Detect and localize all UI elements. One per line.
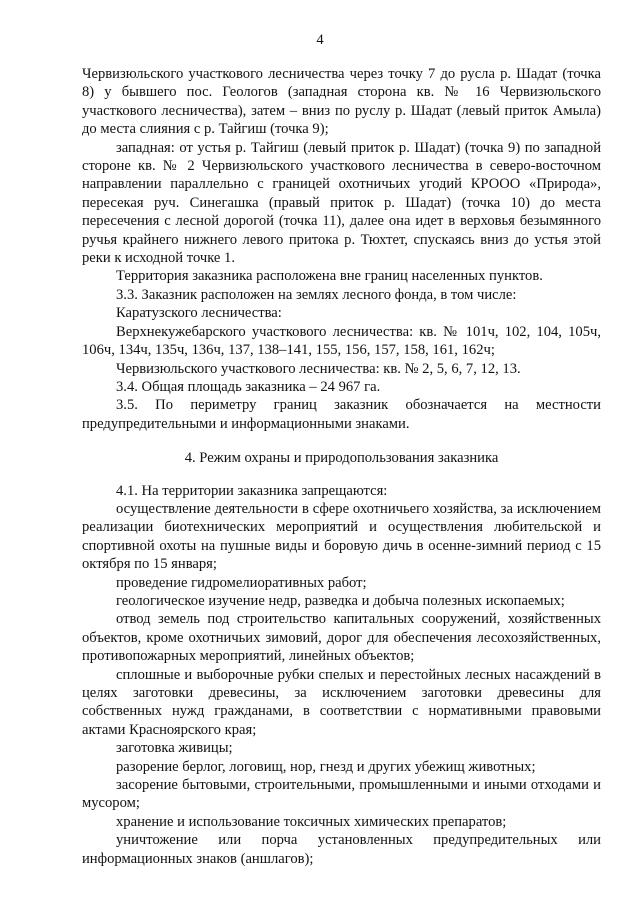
list-item: засорение бытовыми, строительными, промышленными и иными отходами и мусором; — [82, 777, 601, 812]
paragraph: 4.1. На территории заказника запрещаются: — [116, 482, 388, 499]
list-item: хранение и использование токсичных химических препаратов; — [116, 813, 507, 830]
section-heading: 4. Режим охраны и природопользования заказника — [184, 450, 499, 467]
paragraph: Территория заказника расположена вне границ населенных пунктов. — [116, 268, 543, 285]
list-item: геологическое изучение недр, разведка и добыча полезных ископаемых; — [116, 592, 565, 609]
paragraph: 3.4. Общая площадь заказника – 24 967 га. — [116, 378, 381, 395]
paragraph: Червизюльского участкового лесничества: кв. № 2, 5, 6, 7, 12, 13. — [116, 360, 521, 377]
list-item: проведение гидромелиоративных работ; — [116, 574, 367, 591]
paragraph: Червизюльского участкового лесничества через точку 7 до русла р. Шадат (точка 8) у бывшего пос. Геологов (западная сторона кв. № 16 Червизюльского участкового лесничества), затем – вниз по руслу р. Шадат (левый приток Амыла) до места слияния с р. Тайгиш (точка 9); — [82, 66, 601, 138]
list-item: осуществление деятельности в сфере охотничьего хозяйства, за исключением реализации биотехнических мероприятий и осуществления любительской и спортивной охоты на пушные виды и боровую дичь в осенне-зимний период с 15 октября по 15 января; — [82, 500, 601, 573]
paragraph: Верхнекужебарского участкового лесничества: кв. № 101ч, 102, 104, 105ч, 106ч, 134ч, 135ч, 136ч, 137, 138–141, 155, 156, 157, 158, 161, 162ч; — [82, 323, 601, 359]
list-item: разорение берлог, логовищ, нор, гнезд и других убежищ животных; — [116, 758, 536, 775]
list-item: сплошные и выборочные рубки спелых и перестойных лесных насаждений в целях заготовки древесины, за исключением заготовки древесины для собственных нужд гражданами, в соответствии с нормативными правовыми актами Красноярского края; — [82, 666, 601, 738]
page-number: 4 — [316, 32, 324, 48]
list-item: отвод земель под строительство капитальных сооружений, хозяйственных объектов, кроме охотничьих зимовий, дорог для обеспечения лесохозяйственных, противопожарных мероприятий, линейных объектов; — [82, 611, 601, 665]
paragraph: 3.3. Заказник расположен на землях лесного фонда, в том числе: — [116, 286, 517, 303]
paragraph: Каратузского лесничества: — [116, 305, 282, 322]
list-item: заготовка живицы; — [116, 740, 233, 757]
paragraph: 3.5. По периметру границ заказник обозначается на местности предупредительными и информационными знаками. — [82, 397, 601, 432]
document-body — [82, 65, 601, 868]
paragraph: западная: от устья р. Тайгиш (левый приток р. Шадат) (точка 9) по западной стороне кв. № 2 Червизюльского участкового лесничества в северо-восточном направлении параллельно с границей охотничьих угодий КРООО «Природа», пересекая руч. Синегашка (правый приток р. Шадат) (точка 10) до места пересечения с лесной дорогой (точка 11), далее она идет в верховья безымянного ручья крайнего нижнего левого притока р. Тюхтет, спускаясь вниз до устья этой реки к исходной точке 1. — [82, 139, 601, 267]
list-item: уничтожение или порча установленных предупредительных или информационных знаков (аншлагов); — [82, 832, 601, 867]
